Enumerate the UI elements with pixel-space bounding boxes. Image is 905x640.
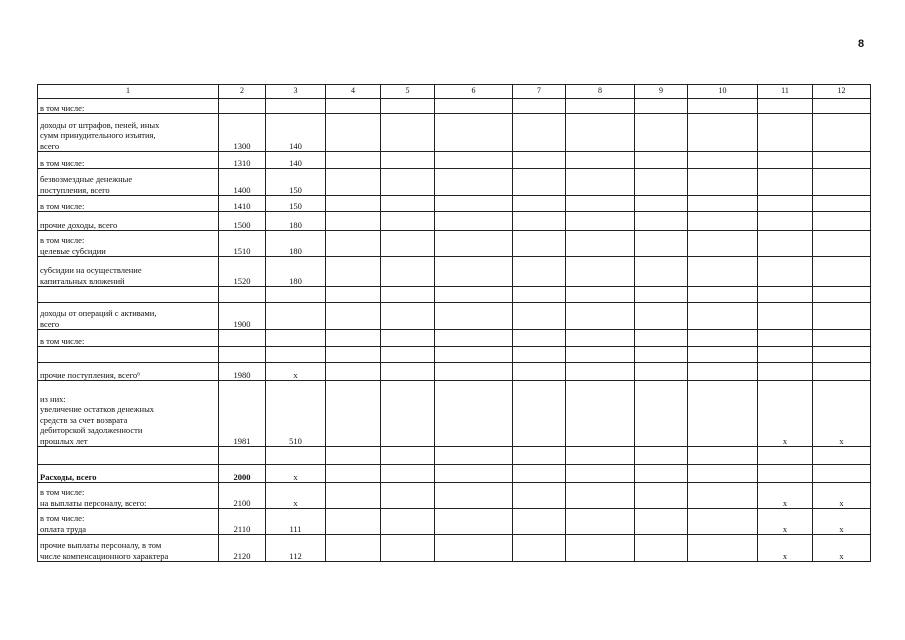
table-row (38, 535, 871, 562)
amount-cell-col-7 (513, 196, 566, 212)
amount-cell-col-12 (813, 330, 871, 347)
amount-cell-col-11 (758, 114, 813, 152)
amount-cell-col-11: x (758, 535, 813, 562)
row-code-cell: 1510 (219, 231, 266, 257)
amount-cell-col-11 (758, 257, 813, 287)
budget-classification-cell: 180 (266, 257, 326, 287)
amount-cell-col-4 (326, 303, 381, 330)
amount-cell-col-6 (435, 114, 513, 152)
amount-cell-col-11: x (758, 381, 813, 447)
row-label: безвозмездные денежные поступления, всего (40, 174, 133, 195)
table-row (38, 212, 871, 231)
amount-cell-col-6 (435, 152, 513, 169)
header-cell: 7 (513, 85, 566, 99)
row-label-cell (38, 447, 219, 465)
amount-cell-col-11 (758, 303, 813, 330)
row-code-cell: 1410 (219, 196, 266, 212)
budget-classification-cell: 140 (266, 114, 326, 152)
amount-cell-col-7 (513, 447, 566, 465)
amount-cell-col-5 (381, 231, 435, 257)
amount-cell-col-10 (688, 257, 758, 287)
amount-cell-col-4 (326, 363, 381, 381)
row-code-cell: 2120 (219, 535, 266, 562)
amount-cell-col-12: x (813, 381, 871, 447)
amount-cell-col-5 (381, 212, 435, 231)
amount-cell-col-10 (688, 483, 758, 509)
header-cell: 2 (219, 85, 266, 99)
amount-cell-col-5 (381, 381, 435, 447)
row-code-cell (219, 447, 266, 465)
amount-cell-col-9 (635, 196, 688, 212)
amount-cell-col-9 (635, 212, 688, 231)
amount-cell-col-7 (513, 169, 566, 196)
header-cell: 1 (38, 85, 219, 99)
header-cell: 3 (266, 85, 326, 99)
row-label-cell (38, 287, 219, 303)
amount-cell-col-4 (326, 483, 381, 509)
amount-cell-col-8 (566, 330, 635, 347)
row-label-cell (38, 330, 219, 347)
amount-cell-col-9 (635, 287, 688, 303)
amount-cell-col-6 (435, 465, 513, 483)
budget-classification-cell: 150 (266, 196, 326, 212)
amount-cell-col-9 (635, 152, 688, 169)
amount-cell-col-7 (513, 99, 566, 114)
row-label-cell (38, 231, 219, 257)
amount-cell-col-7 (513, 465, 566, 483)
amount-cell-col-5 (381, 257, 435, 287)
amount-cell-col-12 (813, 465, 871, 483)
amount-cell-col-4 (326, 347, 381, 363)
budget-classification-cell: 140 (266, 152, 326, 169)
table-row (38, 465, 871, 483)
amount-cell-col-8 (566, 465, 635, 483)
row-code-cell: 2110 (219, 509, 266, 535)
budget-classification-cell (266, 347, 326, 363)
amount-cell-col-7 (513, 381, 566, 447)
row-label-cell (38, 347, 219, 363)
table-row (38, 231, 871, 257)
amount-cell-col-8 (566, 212, 635, 231)
amount-cell-col-10 (688, 465, 758, 483)
budget-classification-cell: 111 (266, 509, 326, 535)
table-row (38, 169, 871, 196)
amount-cell-col-7 (513, 347, 566, 363)
budget-classification-cell: x (266, 465, 326, 483)
row-code-cell: 1400 (219, 169, 266, 196)
amount-cell-col-11 (758, 152, 813, 169)
budget-classification-cell: x (266, 483, 326, 509)
amount-cell-col-10 (688, 535, 758, 562)
amount-cell-col-8 (566, 381, 635, 447)
row-label-cell (38, 114, 219, 152)
amount-cell-col-12 (813, 114, 871, 152)
row-code-cell: 1310 (219, 152, 266, 169)
amount-cell-col-5 (381, 465, 435, 483)
amount-cell-col-7 (513, 509, 566, 535)
budget-classification-cell (266, 447, 326, 465)
row-code-cell: 1981 (219, 381, 266, 447)
amount-cell-col-4 (326, 287, 381, 303)
amount-cell-col-10 (688, 303, 758, 330)
row-label: в том числе: (40, 157, 85, 168)
amount-cell-col-7 (513, 152, 566, 169)
table-row (38, 257, 871, 287)
header-cell: 11 (758, 85, 813, 99)
amount-cell-col-12 (813, 212, 871, 231)
amount-cell-col-7 (513, 231, 566, 257)
amount-cell-col-10 (688, 363, 758, 381)
amount-cell-col-5 (381, 169, 435, 196)
amount-cell-col-4 (326, 152, 381, 169)
row-label: Расходы, всего (40, 471, 97, 482)
amount-cell-col-6 (435, 99, 513, 114)
header-cell: 8 (566, 85, 635, 99)
amount-cell-col-12: x (813, 535, 871, 562)
amount-cell-col-8 (566, 152, 635, 169)
amount-cell-col-6 (435, 363, 513, 381)
amount-cell-col-4 (326, 330, 381, 347)
amount-cell-col-9 (635, 303, 688, 330)
amount-cell-col-9 (635, 231, 688, 257)
amount-cell-col-12 (813, 99, 871, 114)
amount-cell-col-6 (435, 447, 513, 465)
amount-cell-col-5 (381, 447, 435, 465)
amount-cell-col-11: x (758, 509, 813, 535)
table-row (38, 114, 871, 152)
amount-cell-col-11 (758, 363, 813, 381)
amount-cell-col-11 (758, 465, 813, 483)
table-row (38, 99, 871, 114)
amount-cell-col-8 (566, 287, 635, 303)
amount-cell-col-6 (435, 287, 513, 303)
budget-classification-cell: 180 (266, 212, 326, 231)
header-cell: 12 (813, 85, 871, 99)
amount-cell-col-6 (435, 196, 513, 212)
amount-cell-col-11: x (758, 483, 813, 509)
amount-cell-col-5 (381, 287, 435, 303)
row-label: из них: увеличение остатков денежных средств за счет возврата дебиторской задолженности прошлых лет (40, 393, 155, 446)
financial-plan-table (37, 84, 871, 562)
amount-cell-col-10 (688, 330, 758, 347)
amount-cell-col-5 (381, 509, 435, 535)
amount-cell-col-6 (435, 347, 513, 363)
amount-cell-col-9 (635, 99, 688, 114)
table-row (38, 363, 871, 381)
amount-cell-col-9 (635, 509, 688, 535)
amount-cell-col-10 (688, 99, 758, 114)
amount-cell-col-10 (688, 509, 758, 535)
row-label: субсидии на осуществление капитальных вложений (40, 265, 142, 286)
amount-cell-col-4 (326, 231, 381, 257)
row-label-cell (38, 212, 219, 231)
amount-cell-col-9 (635, 257, 688, 287)
amount-cell-col-4 (326, 99, 381, 114)
row-code-cell: 1520 (219, 257, 266, 287)
amount-cell-col-11 (758, 212, 813, 231)
budget-classification-cell: 180 (266, 231, 326, 257)
amount-cell-col-8 (566, 347, 635, 363)
amount-cell-col-11 (758, 287, 813, 303)
header-cell: 5 (381, 85, 435, 99)
row-code-cell: 1900 (219, 303, 266, 330)
budget-classification-cell (266, 99, 326, 114)
amount-cell-col-4 (326, 257, 381, 287)
amount-cell-col-5 (381, 330, 435, 347)
amount-cell-col-5 (381, 99, 435, 114)
amount-cell-col-12 (813, 303, 871, 330)
amount-cell-col-6 (435, 483, 513, 509)
amount-cell-col-12 (813, 169, 871, 196)
row-code-cell: 2000 (219, 465, 266, 483)
amount-cell-col-9 (635, 363, 688, 381)
row-code-cell (219, 330, 266, 347)
header-row (38, 85, 871, 99)
amount-cell-col-4 (326, 169, 381, 196)
amount-cell-col-10 (688, 196, 758, 212)
row-label-cell (38, 363, 219, 381)
amount-cell-col-10 (688, 287, 758, 303)
table-row (38, 381, 871, 447)
amount-cell-col-9 (635, 447, 688, 465)
amount-cell-col-9 (635, 330, 688, 347)
amount-cell-col-9 (635, 483, 688, 509)
amount-cell-col-5 (381, 363, 435, 381)
row-label-cell (38, 465, 219, 483)
amount-cell-col-10 (688, 381, 758, 447)
amount-cell-col-8 (566, 447, 635, 465)
amount-cell-col-12 (813, 257, 871, 287)
table-row (38, 287, 871, 303)
amount-cell-col-9 (635, 114, 688, 152)
amount-cell-col-4 (326, 465, 381, 483)
row-label-cell (38, 169, 219, 196)
row-label-cell (38, 152, 219, 169)
table-row (38, 483, 871, 509)
amount-cell-col-9 (635, 535, 688, 562)
row-label-cell (38, 381, 219, 447)
table-row (38, 303, 871, 330)
budget-classification-cell: 150 (266, 169, 326, 196)
header-cell: 9 (635, 85, 688, 99)
amount-cell-col-4 (326, 212, 381, 231)
row-label: доходы от штрафов, пеней, иных сумм принудительного изъятия, всего (40, 119, 160, 151)
amount-cell-col-4 (326, 509, 381, 535)
budget-classification-cell: x (266, 363, 326, 381)
amount-cell-col-12: x (813, 509, 871, 535)
table-row (38, 152, 871, 169)
amount-cell-col-6 (435, 169, 513, 196)
amount-cell-col-6 (435, 381, 513, 447)
amount-cell-col-7 (513, 363, 566, 381)
page-number: 8 (858, 38, 865, 50)
row-code-cell: 1500 (219, 212, 266, 231)
budget-classification-cell (266, 287, 326, 303)
amount-cell-col-8 (566, 535, 635, 562)
budget-classification-cell (266, 330, 326, 347)
row-label: в том числе: оплата труда (40, 513, 87, 534)
amount-cell-col-11 (758, 330, 813, 347)
budget-classification-cell: 112 (266, 535, 326, 562)
row-code-cell: 1300 (219, 114, 266, 152)
amount-cell-col-8 (566, 363, 635, 381)
row-code-cell: 2100 (219, 483, 266, 509)
amount-cell-col-5 (381, 535, 435, 562)
budget-classification-cell (266, 303, 326, 330)
amount-cell-col-7 (513, 257, 566, 287)
header-cell: 6 (435, 85, 513, 99)
amount-cell-col-4 (326, 447, 381, 465)
row-label: прочие поступления, всего⁶ (40, 369, 141, 380)
amount-cell-col-5 (381, 483, 435, 509)
amount-cell-col-12 (813, 447, 871, 465)
amount-cell-col-11 (758, 196, 813, 212)
amount-cell-col-6 (435, 257, 513, 287)
row-label: прочие доходы, всего (40, 219, 118, 230)
row-label-cell (38, 99, 219, 114)
amount-cell-col-6 (435, 212, 513, 231)
amount-cell-col-6 (435, 303, 513, 330)
row-label: в том числе: (40, 200, 85, 211)
amount-cell-col-5 (381, 347, 435, 363)
row-code-cell: 1980 (219, 363, 266, 381)
amount-cell-col-6 (435, 509, 513, 535)
budget-classification-cell: 510 (266, 381, 326, 447)
amount-cell-col-8 (566, 169, 635, 196)
table-row (38, 447, 871, 465)
row-label-cell (38, 196, 219, 212)
amount-cell-col-8 (566, 303, 635, 330)
amount-cell-col-9 (635, 169, 688, 196)
amount-cell-col-4 (326, 535, 381, 562)
row-label-cell (38, 535, 219, 562)
amount-cell-col-6 (435, 231, 513, 257)
amount-cell-col-7 (513, 535, 566, 562)
amount-cell-col-12 (813, 363, 871, 381)
amount-cell-col-8 (566, 483, 635, 509)
row-label: прочие выплаты персоналу, в том числе компенсационного характера (40, 540, 169, 561)
amount-cell-col-4 (326, 114, 381, 152)
amount-cell-col-10 (688, 347, 758, 363)
amount-cell-col-8 (566, 114, 635, 152)
amount-cell-col-9 (635, 465, 688, 483)
amount-cell-col-7 (513, 303, 566, 330)
amount-cell-col-12 (813, 287, 871, 303)
amount-cell-col-11 (758, 447, 813, 465)
row-label-cell (38, 483, 219, 509)
amount-cell-col-10 (688, 114, 758, 152)
row-label: в том числе: (40, 335, 85, 346)
amount-cell-col-12 (813, 152, 871, 169)
amount-cell-col-7 (513, 483, 566, 509)
row-label-cell (38, 509, 219, 535)
amount-cell-col-7 (513, 114, 566, 152)
amount-cell-col-5 (381, 114, 435, 152)
header-cell: 4 (326, 85, 381, 99)
amount-cell-col-10 (688, 447, 758, 465)
amount-cell-col-12 (813, 347, 871, 363)
row-label: в том числе: на выплаты персоналу, всего: (40, 487, 147, 508)
amount-cell-col-4 (326, 196, 381, 212)
table-row (38, 509, 871, 535)
amount-cell-col-11 (758, 169, 813, 196)
table-row (38, 196, 871, 212)
amount-cell-col-7 (513, 212, 566, 231)
amount-cell-col-9 (635, 381, 688, 447)
row-code-cell (219, 99, 266, 114)
amount-cell-col-4 (326, 381, 381, 447)
row-label: в том числе: (40, 102, 85, 113)
amount-cell-col-10 (688, 231, 758, 257)
row-label: в том числе: целевые субсидии (40, 235, 106, 256)
amount-cell-col-12 (813, 231, 871, 257)
amount-cell-col-8 (566, 231, 635, 257)
amount-cell-col-6 (435, 330, 513, 347)
amount-cell-col-5 (381, 196, 435, 212)
amount-cell-col-7 (513, 287, 566, 303)
amount-cell-col-6 (435, 535, 513, 562)
table-row (38, 347, 871, 363)
amount-cell-col-9 (635, 347, 688, 363)
amount-cell-col-11 (758, 231, 813, 257)
amount-cell-col-12 (813, 196, 871, 212)
table-row (38, 330, 871, 347)
header-cell: 10 (688, 85, 758, 99)
amount-cell-col-11 (758, 347, 813, 363)
amount-cell-col-10 (688, 169, 758, 196)
amount-cell-col-7 (513, 330, 566, 347)
amount-cell-col-5 (381, 303, 435, 330)
amount-cell-col-10 (688, 152, 758, 169)
amount-cell-col-5 (381, 152, 435, 169)
amount-cell-col-8 (566, 509, 635, 535)
amount-cell-col-8 (566, 257, 635, 287)
amount-cell-col-12: x (813, 483, 871, 509)
row-label: доходы от операций с активами, всего (40, 308, 157, 329)
row-label-cell (38, 303, 219, 330)
amount-cell-col-8 (566, 196, 635, 212)
row-code-cell (219, 347, 266, 363)
row-code-cell (219, 287, 266, 303)
amount-cell-col-11 (758, 99, 813, 114)
row-label-cell (38, 257, 219, 287)
amount-cell-col-10 (688, 212, 758, 231)
amount-cell-col-8 (566, 99, 635, 114)
